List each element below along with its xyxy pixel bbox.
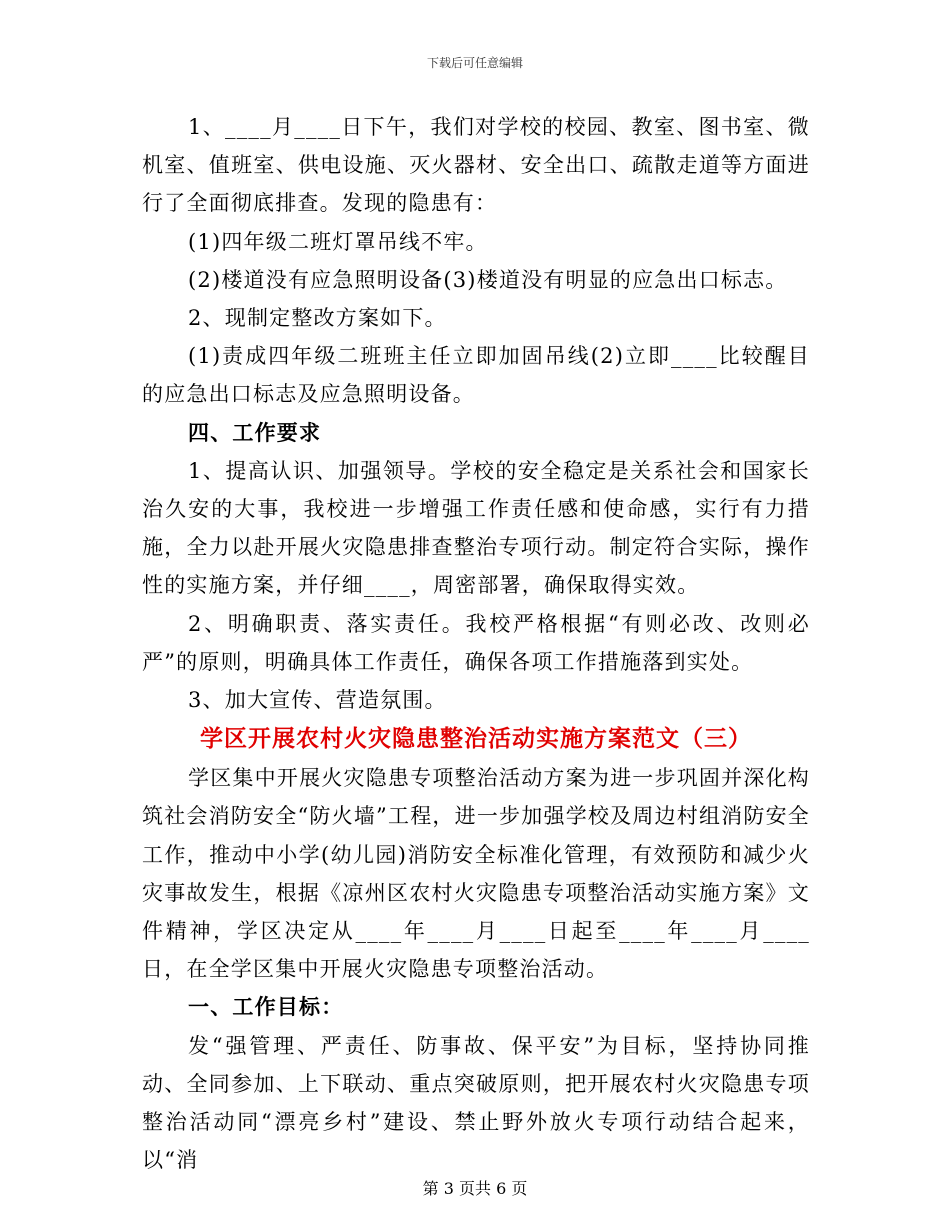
paragraph-requirement-1: 1、提高认识、加强领导。学校的安全稳定是关系社会和国家长治久安的大事，我校进一步增强工作责任感和使命感，实行有力措施，全力以赴开展火灾隐患排查整治专项行动。制定符合实际，操作性的实施方案，并仔细____，周密部署，确保取得实效。	[142, 458, 810, 598]
paragraph-requirement-2: 2、明确职责、落实责任。我校严格根据“有则必改、改则必严”的原则，明确具体工作责任，确保各项工作措施落到实处。	[142, 611, 810, 674]
section-heading-work-goals: 一、工作目标：	[188, 994, 344, 1020]
document-title: 学区开展农村火灾隐患整治活动实施方案范文（三）	[200, 725, 752, 753]
paragraph-goals: 发“强管理、严责任、防事故、保平安”为目标，坚持协同推动、全同参加、上下联动、重点突破原则，把开展农村火灾隐患专项整治活动同“漂亮乡村”建设、禁止野外放火专项行动结合起来，以“消	[142, 1033, 810, 1173]
paragraph-intro: 学区集中开展火灾隐患专项整治活动方案为进一步巩固并深化构筑社会消防安全“防火墙”工程，进一步加强学校及周边村组消防安全工作，推动中小学(幼儿园)消防安全标准化管理，有效预防和减少火灾事故发生，根据《凉州区农村火灾隐患专项整治活动实施方案》文件精神，学区决定从____年____月____日起至____年____月____日，在全学区集中开展火灾隐患专项整治活动。	[142, 766, 810, 982]
paragraph-hazard-1: (1)四年级二班灯罩吊线不牢。	[188, 229, 488, 254]
page-footer: 第 3 页共 6 页	[422, 1179, 528, 1198]
section-heading-work-requirements: 四、工作要求	[188, 419, 322, 445]
document-body	[142, 108, 810, 1179]
page-header: 下载后可任意编辑	[426, 56, 523, 70]
paragraph-requirement-3: 3、加大宣传、营造氛围。	[188, 688, 447, 713]
paragraph-rectification-plan: (1)责成四年级二班班主任立即加固吊线(2)立即____比较醒目的应急出口标志及应急照明设备。	[142, 344, 810, 407]
paragraph-hazard-2: (2)楼道没有应急照明设备(3)楼道没有明显的应急出口标志。	[188, 267, 788, 292]
paragraph-rectification-heading: 2、现制定整改方案如下。	[188, 306, 447, 331]
paragraph-inspection: 1、____月____日下午，我们对学校的校园、教室、图书室、微机室、值班室、供电设施、灭火器材、安全出口、疏散走道等方面进行了全面彻底排查。发现的隐患有：	[142, 115, 810, 216]
